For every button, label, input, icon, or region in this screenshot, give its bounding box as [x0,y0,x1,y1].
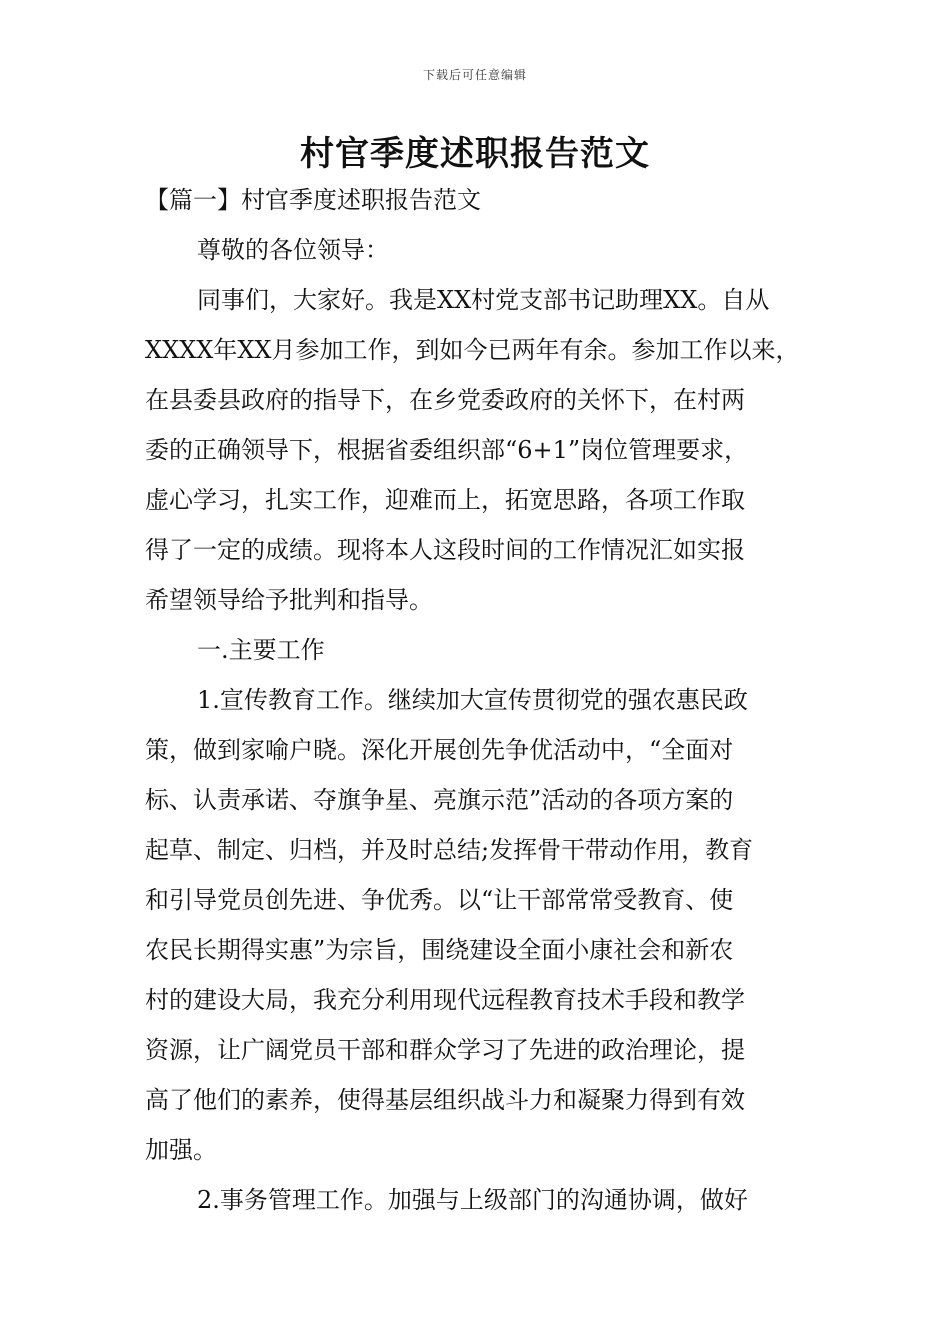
text-line: 2.事务管理工作。加强与上级部门的沟通协调，做好 [197,1186,748,1214]
text-line: 和引导党员创先进、争优秀。以“让干部常常受教育、使 [145,886,734,914]
text-line: 得了一定的成绩。现将本人这段时间的工作情况汇如实报 [145,536,745,564]
text-line: 虚心学习，扎实工作，迎难而上，拓宽思路，各项工作取 [145,486,745,514]
text-line: 一.主要工作 [197,636,325,664]
document-title: 村官季度述职报告范文 [300,134,650,174]
text-line: 加强。 [145,1136,217,1164]
document-body [145,175,815,1225]
text-line: 高了他们的素养，使得基层组织战斗力和凝聚力得到有效 [145,1086,745,1114]
text-line: 同事们，大家好。我是XX村党支部书记助理XX。自从 [197,286,770,314]
text-line: 村的建设大局，我充分利用现代远程教育技术手段和教学 [145,986,745,1014]
text-line: 起草、制定、归档，并及时总结;发挥骨干带动作用，教育 [145,836,754,864]
text-line: 【篇一】村官季度述职报告范文 [145,186,481,214]
text-line: 尊敬的各位领导： [197,236,389,264]
text-line: 委的正确领导下，根据省委组织部“6+1”岗位管理要求， [145,436,749,464]
text-line: 农民长期得实惠”为宗旨，围绕建设全面小康社会和新农 [145,936,734,964]
header-note: 下载后可任意编辑 [422,68,527,82]
text-line: 在县委县政府的指导下，在乡党委政府的关怀下，在村两 [145,386,745,414]
text-line: 希望领导给予批判和指导。 [145,586,433,614]
text-line: 资源，让广阔党员干部和群众学习了先进的政治理论，提 [145,1036,745,1064]
text-line: XXXX年XX月参加工作，到如今已两年有余。参加工作以来， [145,336,800,364]
text-line: 标、认责承诺、夺旗争星、亮旗示范”活动的各项方案的 [145,786,734,814]
text-line: 1.宣传教育工作。继续加大宣传贯彻党的强农惠民政 [197,686,748,714]
text-line: 策，做到家喻户晓。深化开展创先争优活动中，“全面对 [145,736,734,764]
